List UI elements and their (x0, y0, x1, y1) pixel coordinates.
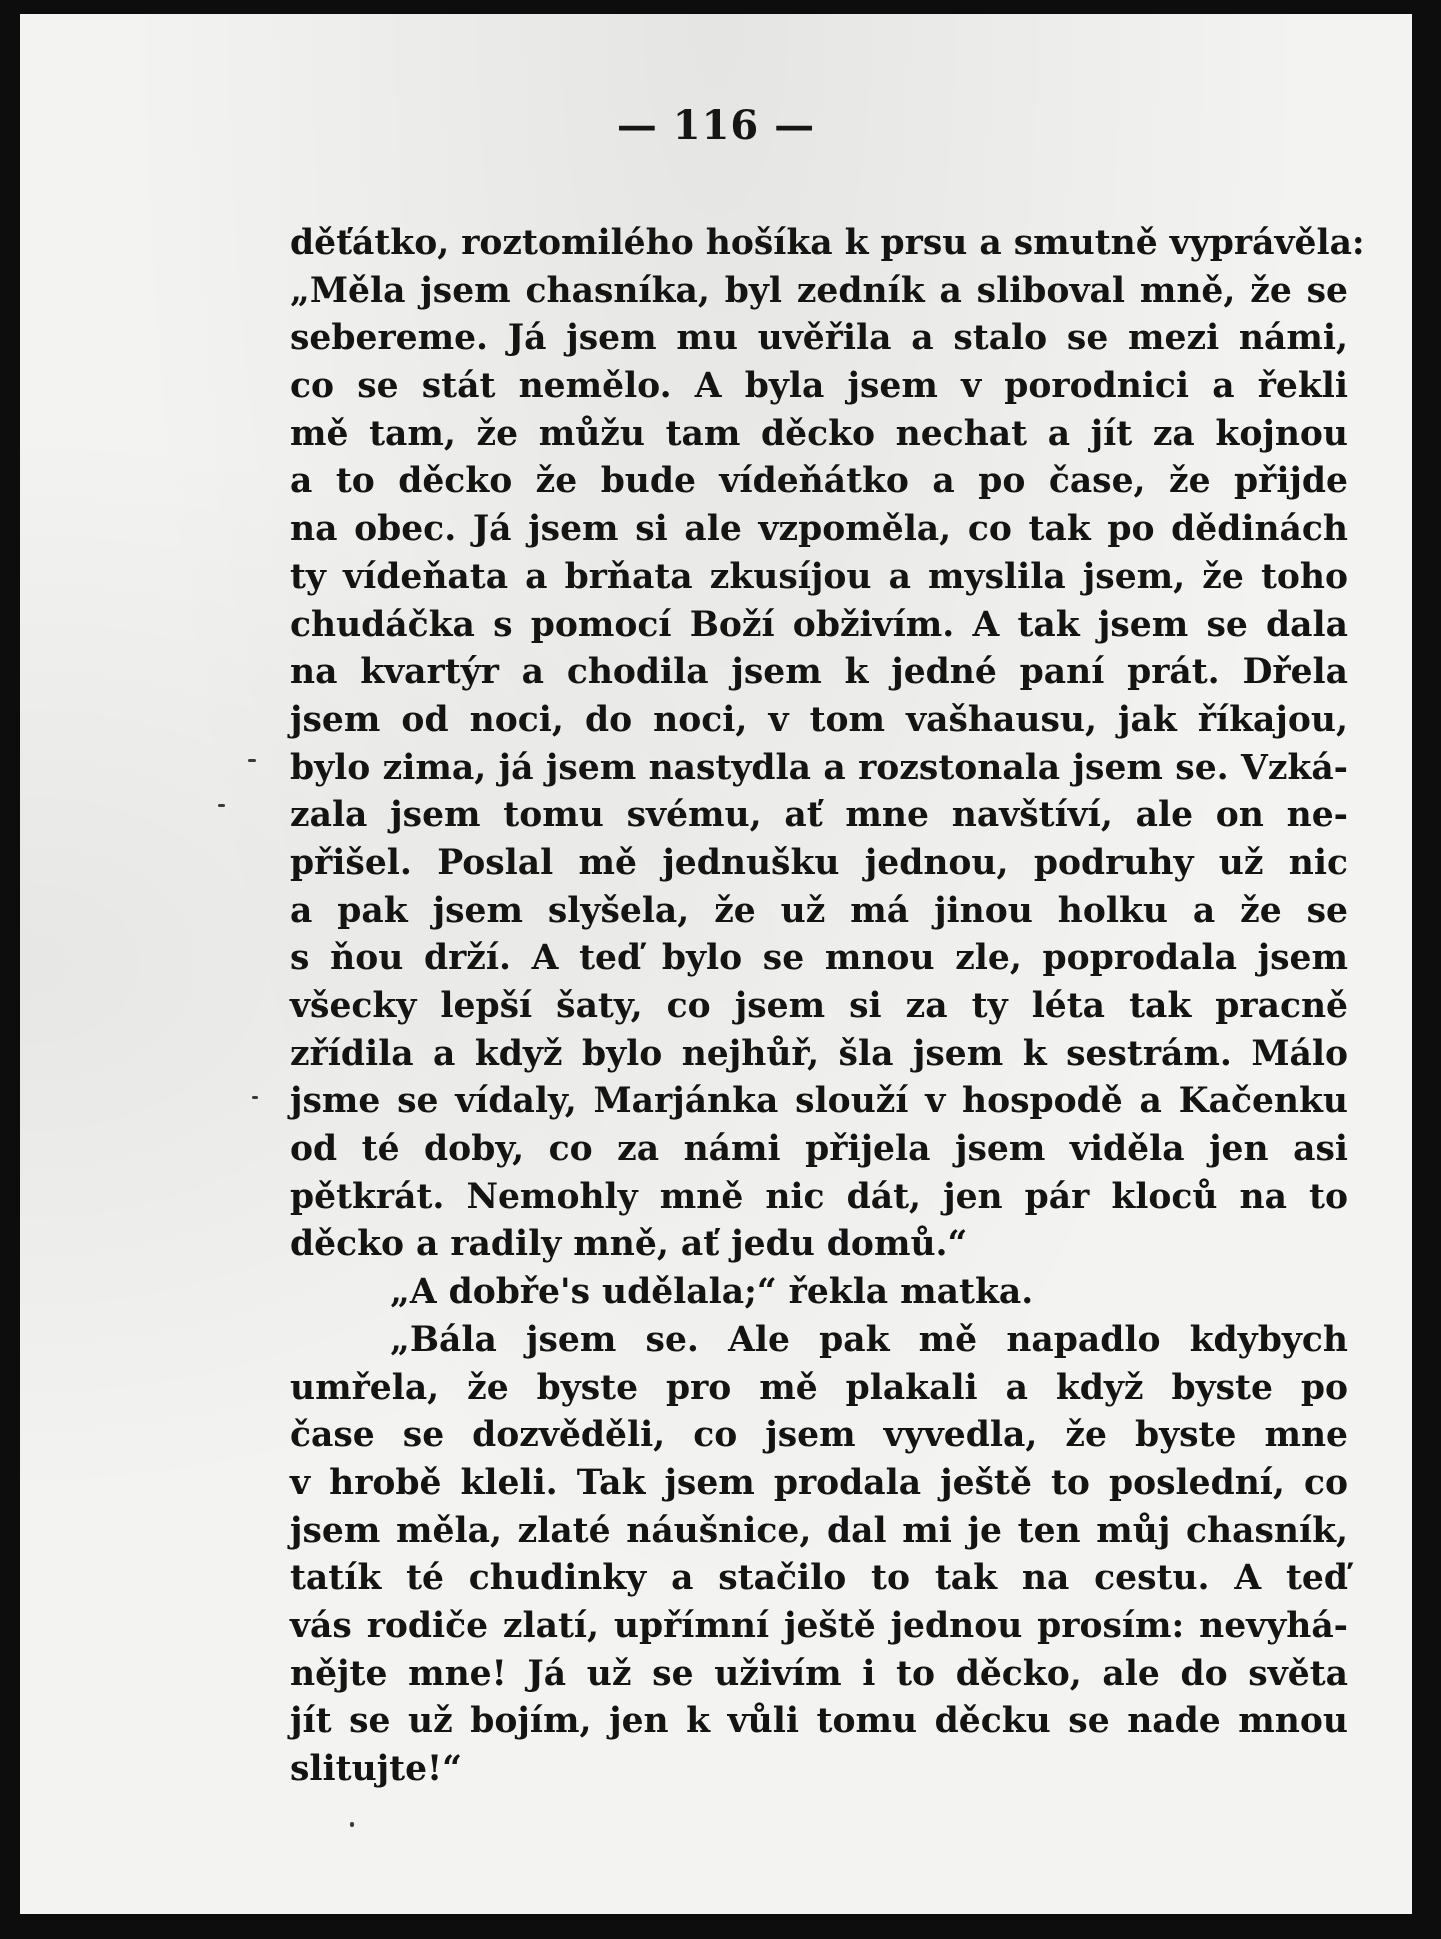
text-line: ty vídeňata a brňata zkusíjou a myslila jsem, že toho (290, 556, 1348, 597)
text-line: a pak jsem slyšela, že už má jinou holku a že se (290, 890, 1348, 931)
margin-speck (248, 759, 256, 762)
text-line: sebereme. Já jsem mu uvěřila a stalo se mezi námi, (290, 318, 1348, 359)
text-line: všecky lepší šaty, co jsem si za ty léta tak pracně (290, 986, 1348, 1026)
text-line: zřídila a když bylo nejhůř, šla jsem k sestrám. Málo (290, 1033, 1348, 1074)
text-line: děcko a radily mně, ať jedu domů.“ (290, 1224, 968, 1265)
page-number: — 116 — (616, 102, 816, 149)
text-line: děťátko, roztomilého hošíka k prsu a smutně vyprávěla: (290, 223, 1365, 263)
text-line: pětkrát. Nemohly mně nic dát, jen pár kloců na to (290, 1176, 1348, 1217)
text-line: tatík té chudinky a stačilo to tak na cestu. A teď (290, 1558, 1348, 1599)
text-line: na obec. Já jsem si ale vzpoměla, co tak po dědinách (290, 509, 1348, 550)
text-line: „A dobře's udělala;“ řekla matka. (390, 1272, 1034, 1313)
margin-speck (350, 1822, 354, 1827)
text-line: jsme se vídaly, Marjánka slouží v hospodě a Kačenku (290, 1081, 1348, 1122)
text-line: v hrobě kleli. Tak jsem prodala ještě to poslední, co (290, 1462, 1348, 1503)
book-page (20, 14, 1412, 1914)
text-line: nějte mne! Já už se uživím i to děcko, ale do světa (290, 1653, 1348, 1694)
text-line: s ňou drží. A teď bylo se mnou zle, poprodala jsem (290, 938, 1348, 979)
body-text (290, 220, 1365, 1794)
text-line: „Bála jsem se. Ale pak mě napadlo kdybych (390, 1319, 1348, 1360)
text-line: od té doby, co za námi přijela jsem viděla jen asi (290, 1129, 1348, 1170)
text-line: zala jsem tomu svému, ať mne navštíví, ale on ne- (290, 795, 1348, 836)
margin-speck (218, 804, 225, 807)
text-line: slitujte!“ (290, 1749, 463, 1789)
text-line: umřela, že byste pro mě plakali a když byste po (290, 1367, 1348, 1408)
text-line: jsem měla, zlaté náušnice, dal mi je ten můj chasník, (290, 1510, 1348, 1551)
text-line: vás rodiče zlatí, upřímní ještě jednou prosím: nevyhá- (290, 1605, 1348, 1646)
text-line: jsem od noci, do noci, v tom vašhausu, jak říkajou, (290, 699, 1348, 740)
text-line: chudáčka s pomocí Boží obživím. A tak jsem se dala (290, 604, 1348, 645)
margin-speck (252, 1096, 258, 1099)
text-line: „Měla jsem chasníka, byl zedník a sliboval mně, že se (290, 270, 1348, 311)
text-line: a to děcko že bude vídeňátko a po čase, že přijde (290, 461, 1348, 502)
text-line: přišel. Poslal mě jednušku jednou, podruhy už nic (290, 842, 1348, 883)
text-line: čase se dozvěděli, co jsem vyvedla, že byste mne (290, 1415, 1348, 1456)
text-line: co se stát nemělo. A byla jsem v porodnici a řekli (290, 366, 1348, 407)
text-line: mě tam, že můžu tam děcko nechat a jít za kojnou (290, 413, 1348, 454)
text-line: jít se už bojím, jen k vůli tomu děcku se nade mnou (290, 1701, 1348, 1742)
text-line: na kvartýr a chodila jsem k jedné paní prát. Dřela (290, 652, 1348, 693)
text-line: bylo zima, já jsem nastydla a rozstonala jsem se. Vzká- (290, 747, 1348, 788)
